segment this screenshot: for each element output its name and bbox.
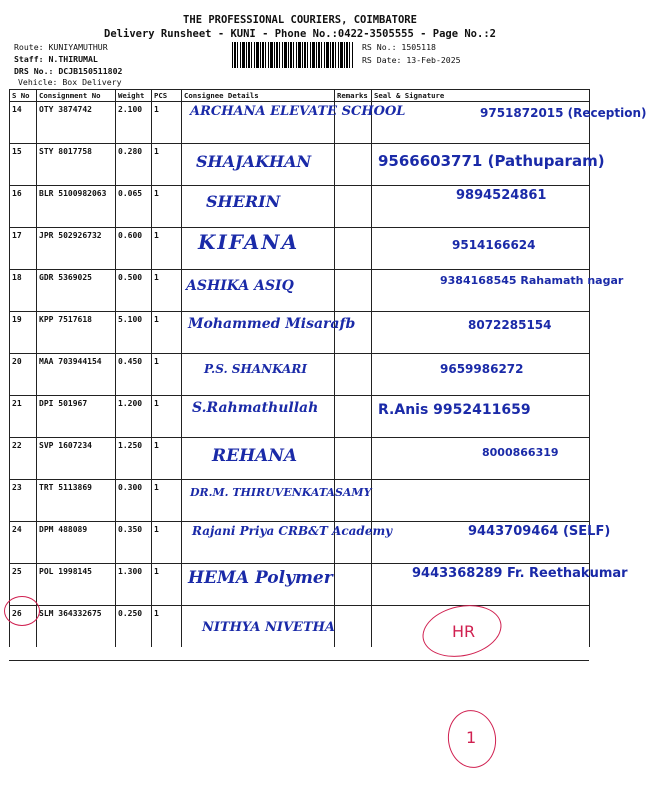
row-remarks [335, 270, 372, 312]
col-consignee: Consignee Details [182, 90, 335, 102]
row-consignment-no: DPM 488089 [37, 522, 116, 564]
signature-handwriting: 9384168545 Rahamath nagar [440, 274, 624, 287]
signature-handwriting: 9894524861 [456, 188, 547, 203]
row-remarks [335, 354, 372, 396]
row-sno: 24 [10, 522, 37, 564]
row-signature [372, 564, 628, 606]
row-consignment-no: JPR 502926732 [37, 228, 116, 270]
row-remarks [335, 564, 372, 606]
row-pcs: 1 [152, 102, 182, 144]
row-sno: 22 [10, 438, 37, 480]
row-remarks [335, 396, 372, 438]
row-sno: 14 [10, 102, 37, 144]
row-consignee [182, 522, 393, 564]
row-sno: 23 [10, 480, 37, 522]
row-remarks [335, 522, 372, 564]
row-consignment-no: DPI 501967 [37, 396, 116, 438]
signature-handwriting: 8072285154 [468, 318, 552, 332]
row-consignee [182, 312, 356, 354]
row-signature [372, 270, 624, 312]
col-pcs: PCS [152, 90, 182, 102]
row-weight: 5.100 [116, 312, 152, 354]
row-consignee [182, 144, 335, 186]
row-signature [372, 144, 605, 186]
row-sno: 18 [10, 270, 37, 312]
table-header-row [10, 90, 590, 102]
row-sno: 25 [10, 564, 37, 606]
row-pcs: 1 [152, 144, 182, 186]
consignee-handwriting: NITHYA NIVETHA [202, 620, 335, 635]
row-pcs: 1 [152, 396, 182, 438]
consignee-handwriting: SHAJAKHAN [196, 152, 312, 171]
row-sno: 15 [10, 144, 37, 186]
consignee-handwriting: Mohammed Misarafb [188, 316, 356, 332]
hr-stamp-text: HR [452, 622, 476, 641]
row-signature [372, 312, 590, 354]
row-consignment-no: BLR 5100982063 [37, 186, 116, 228]
signature-handwriting: 8000866319 [482, 446, 559, 459]
table-row [10, 270, 590, 312]
row-pcs: 1 [152, 480, 182, 522]
row-consignment-no: KPP 7517618 [37, 312, 116, 354]
col-consignment: Consignment No [37, 90, 116, 102]
row-remarks [335, 144, 372, 186]
row-remarks [335, 606, 372, 648]
row-consignee [182, 480, 372, 522]
col-weight: Weight [116, 90, 152, 102]
row-sno: 21 [10, 396, 37, 438]
col-remarks: Remarks [335, 90, 372, 102]
row-consignment-no: POL 1998145 [37, 564, 116, 606]
table-row [10, 228, 590, 270]
row-pcs: 1 [152, 270, 182, 312]
row-consignment-no: SVP 1607234 [37, 438, 116, 480]
runsheet-table [9, 89, 647, 647]
table-bottom-line [9, 660, 589, 661]
row-weight: 0.300 [116, 480, 152, 522]
consignee-handwriting: REHANA [212, 446, 298, 466]
row-sno: 19 [10, 312, 37, 354]
table-row [10, 354, 590, 396]
table-row [10, 186, 590, 228]
row-pcs: 1 [152, 522, 182, 564]
row-consignee [182, 606, 335, 648]
consignee-handwriting: S.Rahmathullah [192, 400, 319, 416]
table-row [10, 144, 590, 186]
row-consignment-no: SLM 364332675 [37, 606, 116, 648]
row-consignee [182, 270, 335, 312]
row-remarks [335, 312, 372, 354]
row-remarks [335, 480, 372, 522]
staff-label: Staff: N.THIRUMAL [14, 54, 98, 64]
row-weight: 0.280 [116, 144, 152, 186]
row-consignee [182, 438, 335, 480]
col-signature: Seal & Signature [372, 90, 590, 102]
route-label: Route: KUNIYAMUTHUR [14, 42, 108, 52]
row-pcs: 1 [152, 312, 182, 354]
company-title: THE PROFESSIONAL COURIERS, COIMBATORE [183, 14, 417, 26]
signature-handwriting: 9443368289 Fr. Reethakumar [412, 566, 628, 581]
row-remarks [335, 228, 372, 270]
signature-handwriting: 9659986272 [440, 362, 524, 376]
row-consignee [182, 354, 335, 396]
row-weight: 0.250 [116, 606, 152, 648]
row-consignment-no: STY 8017758 [37, 144, 116, 186]
row-weight: 2.100 [116, 102, 152, 144]
rs-no-label: RS No.: 1505118 [362, 42, 436, 52]
barcode-image [232, 42, 354, 68]
consignee-handwriting: P.S. SHANKARI [204, 362, 307, 376]
row-remarks [335, 102, 372, 144]
consignee-handwriting: ASHIKA ASIQ [186, 278, 294, 294]
row-weight: 0.450 [116, 354, 152, 396]
table-row [10, 312, 590, 354]
row-sno: 20 [10, 354, 37, 396]
vehicle-label: Vehicle: Box Delivery [18, 77, 122, 87]
row-consignment-no: MAA 703944154 [37, 354, 116, 396]
row-consignee [182, 102, 406, 144]
row-consignee [182, 228, 335, 270]
row-signature [372, 438, 590, 480]
consignee-handwriting: KIFANA [198, 230, 300, 254]
signature-handwriting: 9566603771 (Pathuparam) [378, 152, 605, 170]
consignee-handwriting: DR.M. THIRUVENKATASAMY [190, 486, 372, 499]
row-consignment-no: TRT 5113869 [37, 480, 116, 522]
row-pcs: 1 [152, 438, 182, 480]
table-row [10, 564, 590, 606]
table-row [10, 480, 590, 522]
signature-handwriting: 9751872015 (Reception) [480, 106, 647, 120]
row-signature [372, 480, 590, 522]
row-signature [372, 228, 590, 270]
table-row [10, 606, 590, 648]
row-weight: 1.300 [116, 564, 152, 606]
row-26-mark [4, 596, 40, 626]
table-row [10, 102, 590, 144]
row-pcs: 1 [152, 186, 182, 228]
row-weight: 1.200 [116, 396, 152, 438]
one-stamp-text: 1 [466, 728, 477, 747]
row-weight: 0.350 [116, 522, 152, 564]
consignee-handwriting: SHERIN [206, 192, 281, 211]
row-signature [372, 102, 647, 144]
runsheet-subtitle: Delivery Runsheet - KUNI - Phone No.:0422-3505555 - Page No.:2 [104, 28, 496, 40]
row-signature [372, 186, 590, 228]
rs-date-label: RS Date: 13-Feb-2025 [362, 55, 461, 65]
row-pcs: 1 [152, 228, 182, 270]
row-remarks [335, 438, 372, 480]
drs-label: DRS No.: DCJB150511802 [14, 66, 123, 76]
row-consignee [182, 186, 335, 228]
row-pcs: 1 [152, 354, 182, 396]
row-sno: 17 [10, 228, 37, 270]
row-signature [372, 354, 590, 396]
signature-handwriting: 9514166624 [452, 238, 536, 252]
row-sno: 16 [10, 186, 37, 228]
consignee-handwriting: HEMA Polymer [188, 568, 333, 588]
row-pcs: 1 [152, 606, 182, 648]
table-body [10, 102, 647, 648]
row-pcs: 1 [152, 564, 182, 606]
row-consignment-no: OTY 3874742 [37, 102, 116, 144]
signature-handwriting: 9443709464 (SELF) [468, 524, 611, 539]
signature-handwriting: R.Anis 9952411659 [378, 402, 531, 418]
col-sno: S No [10, 90, 37, 102]
consignee-handwriting: Rajani Priya CRB&T Academy [192, 524, 393, 538]
table-row [10, 438, 590, 480]
row-weight: 0.600 [116, 228, 152, 270]
table-row [10, 522, 590, 564]
row-remarks [335, 186, 372, 228]
consignee-handwriting: ARCHANA ELEVATE SCHOOL [190, 104, 406, 119]
row-weight: 0.065 [116, 186, 152, 228]
table-row [10, 396, 590, 438]
row-weight: 1.250 [116, 438, 152, 480]
row-consignment-no: GDR 5369025 [37, 270, 116, 312]
row-sno: 26 [10, 606, 37, 648]
row-signature [372, 396, 590, 438]
row-consignee [182, 396, 335, 438]
row-signature [372, 522, 611, 564]
row-weight: 0.500 [116, 270, 152, 312]
row-consignee [182, 564, 335, 606]
